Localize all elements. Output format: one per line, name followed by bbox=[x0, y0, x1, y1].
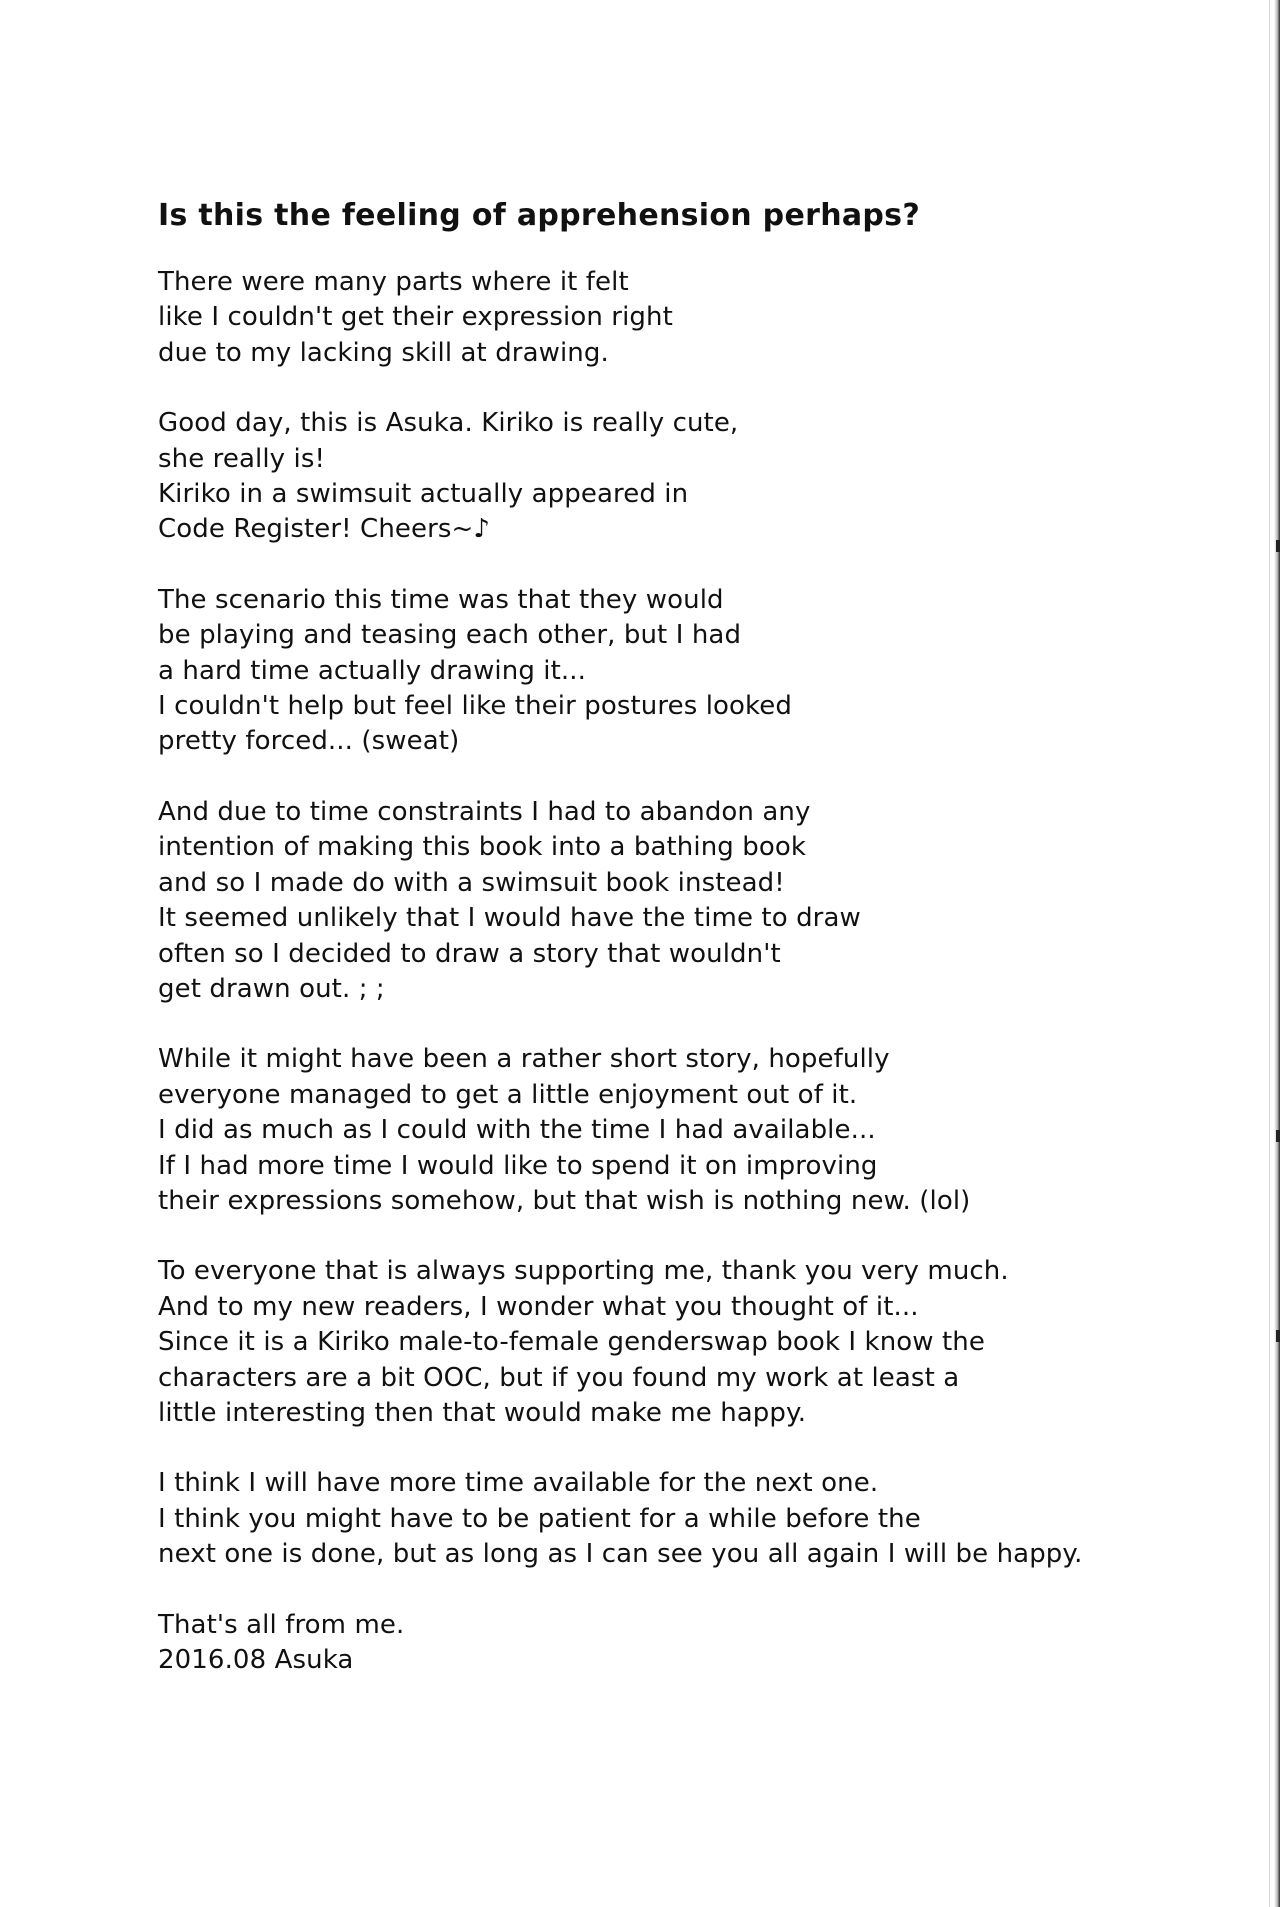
afterword-text bbox=[158, 196, 1158, 1713]
text-line: get drawn out. ; ; bbox=[158, 973, 385, 1004]
paragraph bbox=[158, 1254, 1158, 1431]
text-line: pretty forced... (sweat) bbox=[158, 726, 460, 757]
text-line: next one is done, but as long as I can see you all again I will be happy. bbox=[158, 1539, 1083, 1570]
text-line: like I couldn't get their expression right bbox=[158, 302, 673, 333]
text-line: Since it is a Kiriko male-to-female genderswap book I know the bbox=[158, 1327, 985, 1358]
closing-line: That's all from me. bbox=[158, 1609, 405, 1640]
text-line: It seemed unlikely that I would have the time to draw bbox=[158, 903, 861, 934]
signature-block bbox=[158, 1608, 1158, 1679]
text-line: Kiriko in a swimsuit actually appeared in bbox=[158, 479, 689, 510]
edge-mark bbox=[1276, 1330, 1280, 1342]
paragraph bbox=[158, 1466, 1158, 1572]
text-line: While it might have been a rather short story, hopefully bbox=[158, 1044, 890, 1075]
text-line: The scenario this time was that they would bbox=[158, 584, 724, 615]
text-line: There were many parts where it felt bbox=[158, 267, 629, 297]
text-line: I think I will have more time available for the next one. bbox=[158, 1468, 879, 1499]
paragraph bbox=[158, 406, 1158, 548]
text-line: their expressions somehow, but that wish is nothing new. (lol) bbox=[158, 1185, 971, 1216]
text-line: If I had more time I would like to spend it on improving bbox=[158, 1150, 878, 1181]
text-line: little interesting then that would make me happy. bbox=[158, 1397, 807, 1428]
paragraph bbox=[158, 265, 1158, 371]
text-line: I couldn't help but feel like their postures looked bbox=[158, 691, 792, 722]
text-line: characters are a bit OOC, but if you found my work at least a bbox=[158, 1362, 960, 1393]
text-line: To everyone that is always supporting me, thank you very much. bbox=[158, 1256, 1009, 1287]
text-line: Code Register! Cheers~♪ bbox=[158, 514, 491, 545]
text-line: and so I made do with a swimsuit book instead! bbox=[158, 867, 785, 898]
text-line: often so I decided to draw a story that wouldn't bbox=[158, 938, 781, 969]
text-line: I think you might have to be patient for a while before the bbox=[158, 1503, 921, 1534]
text-line: a hard time actually drawing it... bbox=[158, 655, 587, 686]
text-line: due to my lacking skill at drawing. bbox=[158, 337, 609, 368]
date-signature: 2016.08 Asuka bbox=[158, 1645, 354, 1675]
edge-mark bbox=[1276, 1130, 1280, 1142]
edge-mark bbox=[1276, 540, 1280, 552]
text-line: And due to time constraints I had to abandon any bbox=[158, 796, 811, 827]
text-line: And to my new readers, I wonder what you thought of it... bbox=[158, 1291, 919, 1322]
text-line: she really is! bbox=[158, 443, 326, 474]
text-line: intention of making this book into a bathing book bbox=[158, 832, 807, 863]
text-line: be playing and teasing each other, but I had bbox=[158, 620, 742, 651]
paragraph bbox=[158, 1042, 1158, 1219]
text-line: I did as much as I could with the time I had available... bbox=[158, 1115, 876, 1146]
paragraph bbox=[158, 583, 1158, 760]
page-edge-shadow bbox=[1274, 0, 1280, 1907]
page-edge-line bbox=[1269, 0, 1270, 1907]
text-line: Good day, this is Asuka. Kiriko is really cute, bbox=[158, 408, 739, 439]
afterword-title: Is this the feeling of apprehension perhaps? bbox=[158, 198, 921, 233]
paragraph bbox=[158, 795, 1158, 1007]
text-line: everyone managed to get a little enjoyment out of it. bbox=[158, 1079, 858, 1110]
